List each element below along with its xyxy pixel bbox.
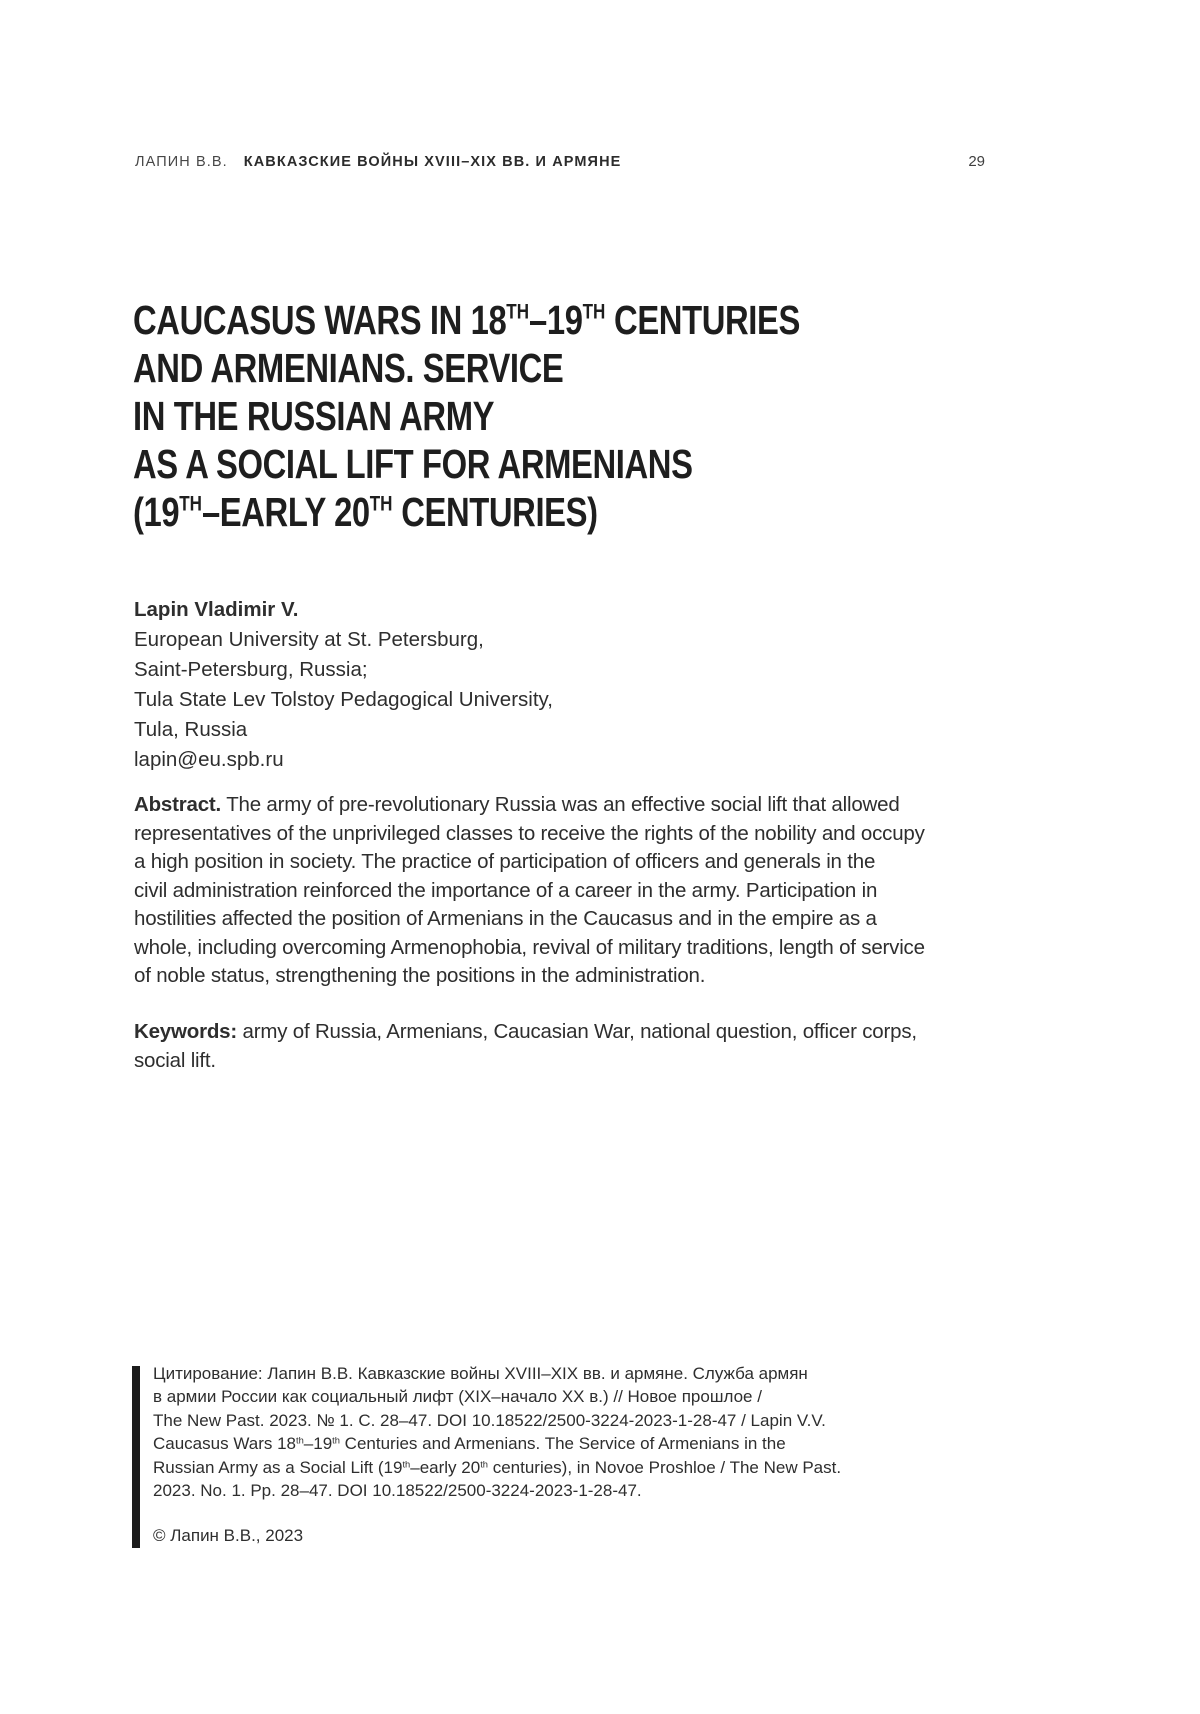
text-line: lapin@eu.spb.ru [134,748,284,771]
citation-block [153,1362,841,1502]
text-line: Abstract. The army of pre-revolutionary Russia was an effective social lift that allowed [134,793,900,816]
text-line: of noble status, strengthening the positions in the administration. [134,964,706,987]
text-line: в армии России как социальный лифт (XIX–начало XX в.) // Новое прошлое / [153,1387,762,1407]
text-line: European University at St. Petersburg, [134,628,484,651]
text-line: representatives of the unprivileged classes to receive the rights of the nobility and occupy [134,821,925,845]
text-line: 2023. No. 1. Pp. 28–47. DOI 10.18522/2500-3224-2023-1-28-47. [153,1481,642,1501]
author-block [134,595,553,775]
page-number: 29 [968,153,985,170]
text-line: Цитирование: Лапин В.В. Кавказские войны XVIII–XIX вв. и армяне. Служба армян [153,1364,808,1383]
running-header [135,152,985,172]
keywords-paragraph [134,1018,917,1075]
article-title [133,296,800,536]
text-line: AS A SOCIAL LIFT FOR ARMENIANS [133,441,693,487]
text-line: (19TH–EARLY 20TH CENTURIES) [133,489,598,535]
text-line: whole, including overcoming Armenophobia, revival of military traditions, length of service [134,935,925,959]
text-line: The New Past. 2023. № 1. С. 28–47. DOI 10.18522/2500-3224-2023-1-28-47 / Lapin V.V. [153,1410,826,1430]
text-line: Lapin Vladimir V. [134,598,299,621]
abstract-paragraph [134,791,925,991]
text-line: Tula, Russia [134,718,248,741]
text-line: social lift. [134,1048,216,1072]
citation-accent-bar [132,1366,140,1548]
text-line: IN THE RUSSIAN ARMY [133,393,495,439]
text-line: a high position in society. The practice of participation of officers and generals in the [134,850,876,873]
text-line: hostilities affected the position of Armenians in the Caucasus and in the empire as a [134,907,877,930]
copyright-line: © Лапин В.В., 2023 [153,1526,304,1545]
text-line: AND ARMENIANS. SERVICE [133,345,564,391]
text-line: Russian Army as a Social Lift (19th–early 20th centuries), in Novoe Proshloe / The New Past. [153,1457,842,1477]
text-line: Caucasus Wars 18th–19th Centuries and Armenians. The Service of Armenians in the [153,1434,786,1454]
text-line: Keywords: army of Russia, Armenians, Caucasian War, national question, officer corps, [134,1020,917,1043]
running-header-article-title: КАВКАЗСКИЕ ВОЙНЫ XVIII–XIX ВВ. И АРМЯНЕ [243,154,622,170]
text-line: CAUCASUS WARS IN 18TH–19TH CENTURIES [133,297,800,343]
running-header-author: ЛАПИН В.В. [135,154,228,170]
text-line: Saint-Petersburg, Russia; [134,658,368,681]
text-line: Tula State Lev Tolstoy Pedagogical University, [134,688,553,711]
text-line: civil administration reinforced the importance of a career in the army. Participation in [134,878,878,902]
